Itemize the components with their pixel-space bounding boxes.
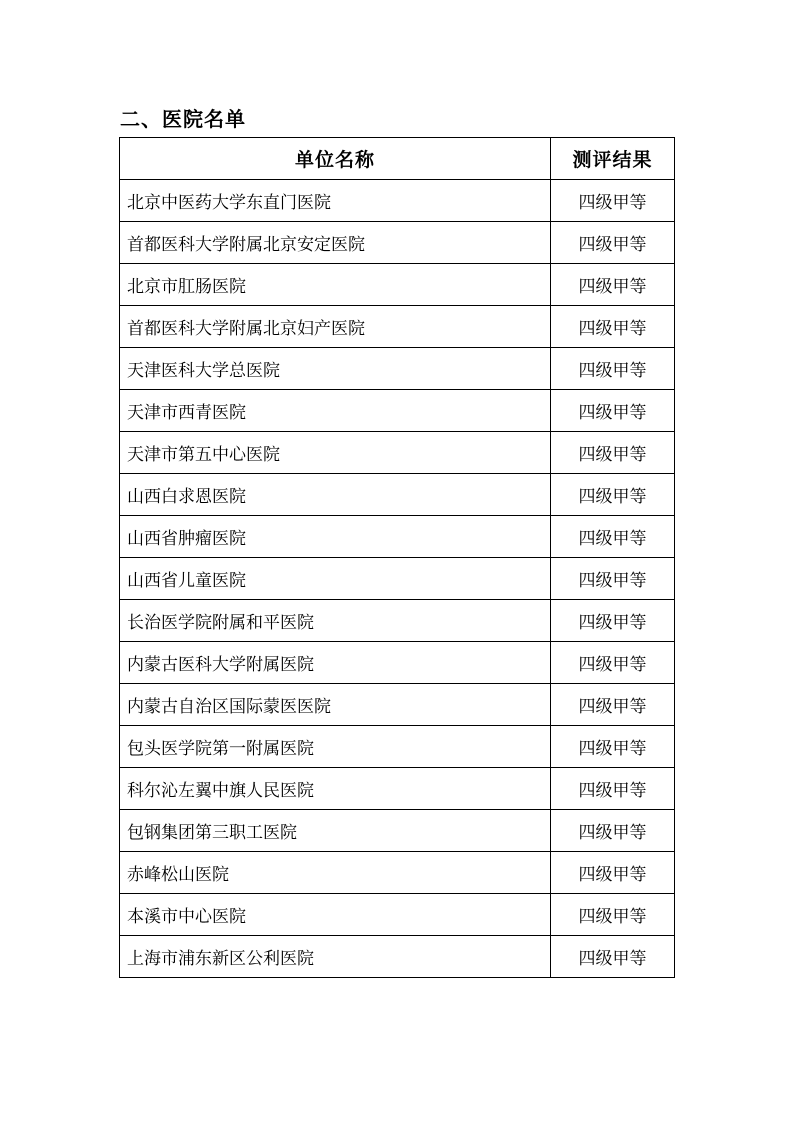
table-row — [120, 558, 675, 600]
table-row — [120, 936, 675, 978]
hospital-name-cell: 天津市第五中心医院 — [120, 432, 551, 474]
result-cell: 四级甲等 — [551, 684, 675, 726]
hospital-name-cell: 内蒙古自治区国际蒙医医院 — [120, 684, 551, 726]
table-row — [120, 264, 675, 306]
hospital-name-cell: 首都医科大学附属北京安定医院 — [120, 222, 551, 264]
result-cell: 四级甲等 — [551, 768, 675, 810]
hospital-name-cell: 山西白求恩医院 — [120, 474, 551, 516]
hospital-name-cell: 内蒙古医科大学附属医院 — [120, 642, 551, 684]
hospital-list-table — [119, 137, 675, 978]
table-row — [120, 222, 675, 264]
hospital-name-cell: 首都医科大学附属北京妇产医院 — [120, 306, 551, 348]
result-cell: 四级甲等 — [551, 222, 675, 264]
hospital-name-cell: 天津市西青医院 — [120, 390, 551, 432]
result-cell: 四级甲等 — [551, 726, 675, 768]
hospital-name-cell: 山西省儿童医院 — [120, 558, 551, 600]
section-heading: 二、医院名单 — [120, 107, 246, 131]
table-row — [120, 810, 675, 852]
result-cell: 四级甲等 — [551, 474, 675, 516]
table-row — [120, 600, 675, 642]
result-cell: 四级甲等 — [551, 264, 675, 306]
table-row — [120, 726, 675, 768]
result-cell: 四级甲等 — [551, 306, 675, 348]
result-cell: 四级甲等 — [551, 810, 675, 852]
hospital-name-cell: 本溪市中心医院 — [120, 894, 551, 936]
result-cell: 四级甲等 — [551, 558, 675, 600]
result-cell: 四级甲等 — [551, 390, 675, 432]
table-row — [120, 684, 675, 726]
column-header-name: 单位名称 — [120, 138, 551, 180]
result-cell: 四级甲等 — [551, 432, 675, 474]
hospital-name-cell: 包头医学院第一附属医院 — [120, 726, 551, 768]
table-row — [120, 516, 675, 558]
table-row — [120, 894, 675, 936]
hospital-name-cell: 科尔沁左翼中旗人民医院 — [120, 768, 551, 810]
result-cell: 四级甲等 — [551, 642, 675, 684]
result-cell: 四级甲等 — [551, 852, 675, 894]
hospital-name-cell: 赤峰松山医院 — [120, 852, 551, 894]
table-row — [120, 642, 675, 684]
result-cell: 四级甲等 — [551, 936, 675, 978]
result-cell: 四级甲等 — [551, 180, 675, 222]
hospital-name-cell: 上海市浦东新区公利医院 — [120, 936, 551, 978]
column-header-result: 测评结果 — [551, 138, 675, 180]
table-header-row — [120, 138, 675, 180]
hospital-name-cell: 长治医学院附属和平医院 — [120, 600, 551, 642]
hospital-name-cell: 天津医科大学总医院 — [120, 348, 551, 390]
result-cell: 四级甲等 — [551, 894, 675, 936]
table-row — [120, 180, 675, 222]
table-row — [120, 390, 675, 432]
table-row — [120, 306, 675, 348]
result-cell: 四级甲等 — [551, 600, 675, 642]
hospital-name-cell: 包钢集团第三职工医院 — [120, 810, 551, 852]
table-row — [120, 474, 675, 516]
hospital-name-cell: 山西省肿瘤医院 — [120, 516, 551, 558]
table-row — [120, 852, 675, 894]
hospital-name-cell: 北京市肛肠医院 — [120, 264, 551, 306]
result-cell: 四级甲等 — [551, 516, 675, 558]
table-row — [120, 348, 675, 390]
hospital-name-cell: 北京中医药大学东直门医院 — [120, 180, 551, 222]
table-row — [120, 432, 675, 474]
result-cell: 四级甲等 — [551, 348, 675, 390]
table-row — [120, 768, 675, 810]
